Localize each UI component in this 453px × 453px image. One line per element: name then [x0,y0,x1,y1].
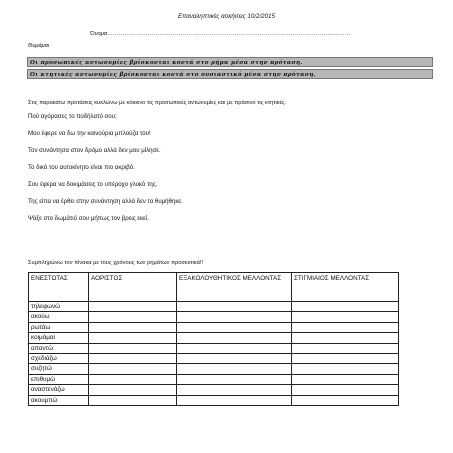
table-row [29,322,399,332]
table-row [29,302,399,312]
answer-cell[interactable] [89,322,177,332]
answer-cell[interactable] [292,354,399,364]
exercise-instruction: Στις παρακάτω προτάσεις κυκλώνω με κόκκινο τις προσωπικές αντωνυμίες και με πράσινο τις κτητικές. [28,100,287,106]
answer-cell[interactable] [177,322,292,332]
verb-cell: ακουμπώ [29,395,89,405]
name-field-line: Όνομα……………………………………………………………………………………………………………… [90,31,351,37]
exercise-sentence: Μου έφερε να δω την καινούρια μπλούζα του! [28,130,151,137]
remember-label: Θυμάμαι [28,43,50,49]
table-row [29,395,399,405]
answer-cell[interactable] [292,395,399,405]
verb-cell: τηλεφωνώ [29,302,89,312]
answer-cell[interactable] [89,343,177,353]
answer-cell[interactable] [89,312,177,322]
answer-cell[interactable] [292,364,399,374]
answer-cell[interactable] [177,395,292,405]
table-header-row [29,273,399,302]
exercise-sentence: Σου έφερα να δοκιμάσεις το υπέροχο γλυκό της. [28,181,158,188]
exercise-sentence: Το δικό του αυτοκίνητο είναι πιο ακριβό. [28,164,135,171]
answer-cell[interactable] [89,302,177,312]
exercise-sentence: Ψάξε στο δωμάτιό σου μήπως τον βρεις εκεί. [28,215,149,222]
page-title: Επαναληπτικές ασκήσεις 10/2/2015 [178,13,275,20]
table-row [29,354,399,364]
answer-cell[interactable] [177,302,292,312]
exercise-sentence: Της είπα να έρθει στην συνάντηση αλλά δεν το θυμήθηκε. [28,198,183,205]
verb-cell: ακούω [29,312,89,322]
verb-cell: συζητώ [29,364,89,374]
answer-cell[interactable] [177,385,292,395]
rule-possessive-pronouns: Οι κτητικές αντωνυμίες βρίσκονται κοντά στο ουσιαστικό μέσα στην πρόταση. [27,69,433,79]
answer-cell[interactable] [177,343,292,353]
table-row [29,312,399,322]
table-row [29,385,399,395]
exercise-sentence: Τον συνάντησα στον δρόμο αλλά δεν μου μίλησε. [28,147,161,154]
answer-cell[interactable] [292,343,399,353]
header-continuous-future: ΕΞΑΚΟΛΟΥΘΗΤΙΚΟΣ ΜΕΛΛΟΝΤΑΣ [177,273,292,302]
table-row [29,343,399,353]
verb-cell: σχεδιάζω [29,354,89,364]
header-simple-future: ΣΤΙΓΜΙΑΙΟΣ ΜΕΛΛΟΝΤΑΣ [292,273,399,302]
answer-cell[interactable] [292,374,399,384]
verb-cell: απαντώ [29,343,89,353]
verb-tense-table [28,272,399,406]
answer-cell[interactable] [292,385,399,395]
answer-cell[interactable] [292,322,399,332]
answer-cell[interactable] [292,333,399,343]
table-row [29,374,399,384]
answer-cell[interactable] [89,385,177,395]
answer-cell[interactable] [89,374,177,384]
answer-cell[interactable] [89,364,177,374]
table-row [29,364,399,374]
answer-cell[interactable] [89,395,177,405]
verb-cell: ρωτάω [29,322,89,332]
answer-cell[interactable] [292,312,399,322]
table-row [29,333,399,343]
table-instruction: Συμπληρώνω τον πίνακα με τους χρόνους των ρημάτων προσεκτικά!! [28,260,204,266]
answer-cell[interactable] [177,374,292,384]
answer-cell[interactable] [177,333,292,343]
answer-cell[interactable] [89,354,177,364]
exercise-sentence: Πού αγόρασες το ποδήλατό σου; [28,113,117,120]
answer-cell[interactable] [177,364,292,374]
answer-cell[interactable] [177,312,292,322]
answer-cell[interactable] [292,302,399,312]
verb-cell: αναστενάζω [29,385,89,395]
rule-personal-pronouns: Οι προσωπικές αντωνυμίες βρίσκονται κοντά στο ρήμα μέσα στην πρόταση. [27,57,433,67]
header-aorist: ΑΟΡΙΣΤΟΣ [89,273,177,302]
verb-cell: επιθυμώ [29,374,89,384]
header-present: ΕΝΕΣΤΩΤΑΣ [29,273,89,302]
answer-cell[interactable] [177,354,292,364]
answer-cell[interactable] [89,333,177,343]
verb-cell: κοιμάμαι [29,333,89,343]
